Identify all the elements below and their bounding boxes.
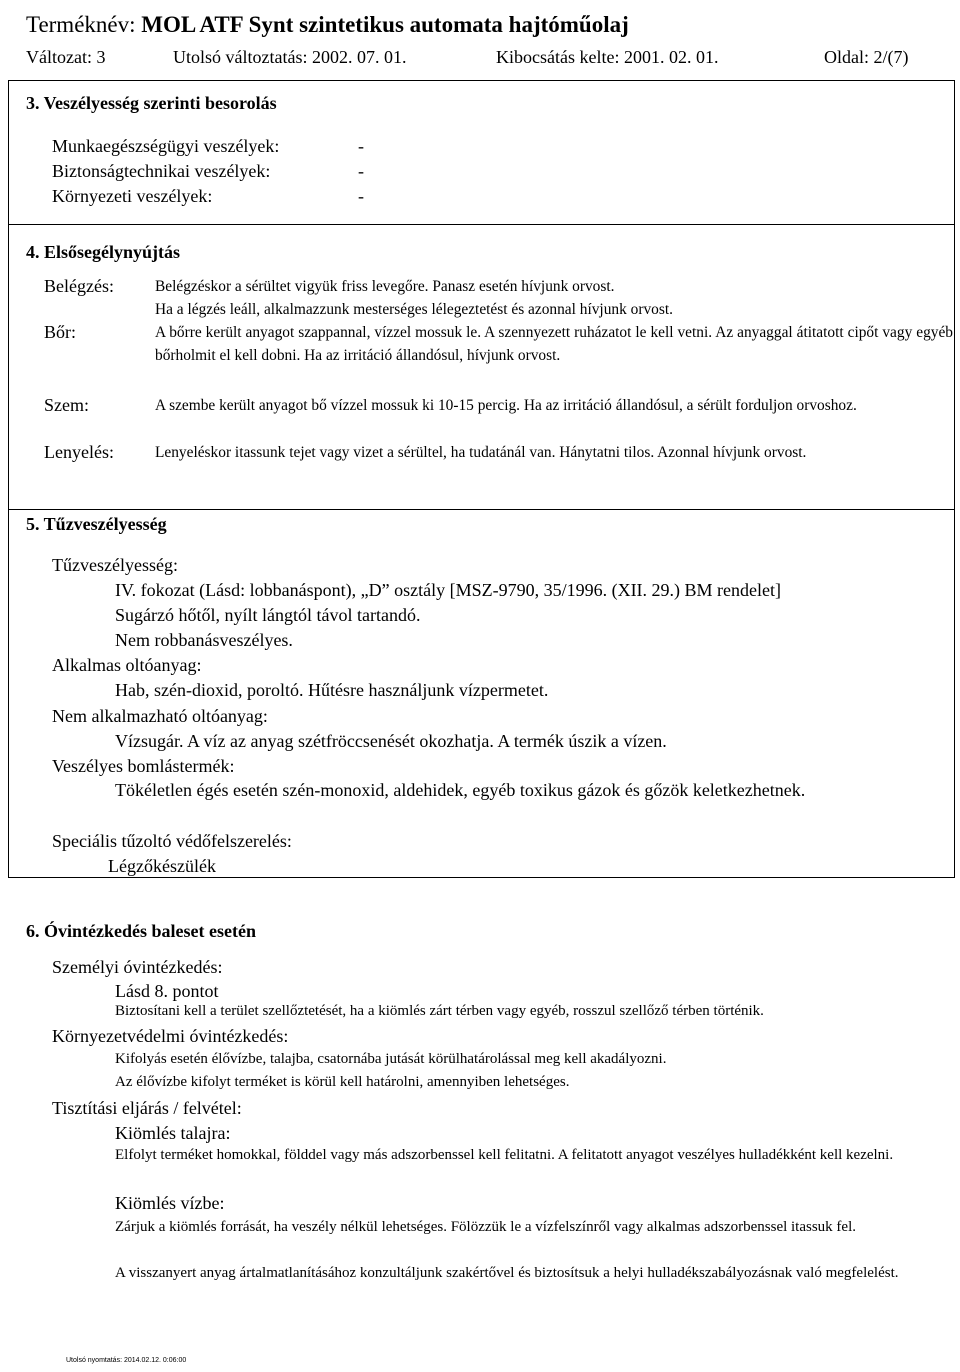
product-name: MOL ATF Synt szintetikus automata hajtóműolaj (141, 12, 629, 37)
print-date-footer: Utolsó nyomtatás: 2014.02.12. 0:06:00 (66, 1357, 187, 1364)
first-aid-text: Lenyeléskor itassunk tejet vagy vizet a sérültel, ha tudatánál van. Hánytatni tilos. Azonnal hívjunk orvost. (155, 444, 807, 461)
personal-value: Lásd 8. pontot (115, 981, 219, 1001)
soil-spill-label: Kiömlés talajra: (115, 1123, 231, 1143)
first-aid-label: Szem: (44, 395, 89, 415)
unsuitable-label: Nem alkalmazható oltóanyag: (52, 706, 268, 726)
section-4-title: 4. Elsősegélynyújtás (26, 242, 181, 262)
page-number: Oldal: 2/(7) (824, 47, 909, 67)
first-aid-line: Belégzéskor a sérültet vigyük friss levegőre. Panasz esetén hívjunk orvost. (155, 278, 615, 295)
hazard-label: Környezeti veszélyek: (52, 186, 213, 206)
last-modified: Utolsó változtatás: 2002. 07. 01. (173, 47, 407, 67)
soil-spill-text: Elfolyt terméket homokkal, földdel vagy más adszorbenssel kell felitatni. A felitatott anyagot veszélyes hulladékként kell kezelni. (115, 1147, 894, 1163)
hazard-label: Munkaegészségügyi veszélyek: (52, 136, 280, 156)
environment-label: Környezetvédelmi óvintézkedés: (52, 1026, 289, 1046)
water-spill-label: Kiömlés vízbe: (115, 1193, 225, 1213)
first-aid-text: A szembe került anyagot bő vízzel mossuk ki 10-15 percig. Ha az irritáció állandósul, a sérült forduljon orvoshoz. (155, 397, 857, 414)
issue-date: Kibocsátás kelte: 2001. 02. 01. (496, 47, 719, 67)
first-aid-text (155, 275, 953, 321)
decomposition-label: Veszélyes bomlástermék: (52, 756, 235, 776)
fire-label: Tűzveszélyesség: (52, 555, 178, 575)
hazard-value: - (358, 186, 364, 206)
first-aid-text: A bőrre került anyagot szappannal, vízzel mossuk le. A szennyezett ruházatot le kell vetni. Az anyaggal átitatott cipőt vagy egyéb bőrholmit el kell dobni. Ha az irritáció állandósul, hívjunk orvost. (155, 324, 953, 364)
first-aid-label: Lenyelés: (44, 442, 114, 462)
environment-line: Az élővízbe kifolyt terméket is körül kell határolni, amennyiben lehetséges. (115, 1074, 570, 1090)
ppe-label: Speciális tűzoltó védőfelszerelés: (52, 831, 292, 851)
first-aid-label: Belégzés: (44, 276, 114, 296)
extinguisher-value: Hab, szén-dioxid, poroltó. Hűtésre használjunk vízpermetet. (115, 680, 549, 700)
personal-note: Biztosítani kell a terület szellőztetését, ha a kiömlés zárt térben vagy egyéb, rosszul szellőző térben történik. (115, 1003, 764, 1019)
product-title (26, 8, 936, 42)
section-6-title: 6. Óvintézkedés baleset esetén (26, 921, 256, 941)
header-meta (26, 44, 936, 70)
hazard-value: - (358, 161, 364, 181)
fire-line: Nem robbanásveszélyes. (115, 630, 293, 650)
section-5-title: 5. Tűzveszélyesség (26, 514, 167, 534)
first-aid-line: Ha a légzés leáll, alkalmazzunk mesterséges lélegeztetést és azonnal hívjunk orvost. (155, 301, 673, 318)
section-4-box (8, 225, 955, 510)
document-header (26, 8, 936, 70)
decomposition-value: Tökéletlen égés esetén szén-monoxid, aldehidek, egyéb toxikus gázok és gőzök keletkezhetnek. (115, 780, 806, 800)
cleanup-label: Tisztítási eljárás / felvétel: (52, 1098, 242, 1118)
version: Változat: 3 (26, 47, 106, 67)
first-aid-label: Bőr: (44, 322, 77, 342)
water-spill-text: Zárjuk a kiömlés forrását, ha veszély nélkül lehetséges. Fölözzük le a vízfelszínről vagy alkalmas adszorbenssel itassuk fel. (115, 1219, 857, 1235)
section-3-title: 3. Veszélyesség szerinti besorolás (26, 93, 277, 113)
hazard-value: - (358, 136, 364, 156)
unsuitable-value: Vízsugár. A víz az anyag szétfröccsenését okozhatja. A termék úszik a vízen. (115, 731, 667, 751)
ppe-value: Légzőkészülék (108, 856, 216, 876)
fire-line: IV. fokozat (Lásd: lobbanáspont), „D” osztály [MSZ-9790, 35/1996. (XII. 29.) BM rendelet] (115, 580, 782, 600)
personal-label: Személyi óvintézkedés: (52, 957, 223, 977)
extinguisher-label: Alkalmas oltóanyag: (52, 655, 202, 675)
hazard-label: Biztonságtechnikai veszélyek: (52, 161, 271, 181)
product-label: Terméknév: (26, 12, 136, 37)
fire-line: Sugárzó hőtől, nyílt lángtól távol tartandó. (115, 605, 421, 625)
water-spill-text: A visszanyert anyag ártalmatlanításához konzultáljunk szakértővel és biztosítsuk a helyi hulladékszabályozásnak való megfelelést. (115, 1265, 899, 1281)
environment-line: Kifolyás esetén élővízbe, talajba, csatornába jutását körülhatárolással meg kell akadályozni. (115, 1051, 667, 1067)
